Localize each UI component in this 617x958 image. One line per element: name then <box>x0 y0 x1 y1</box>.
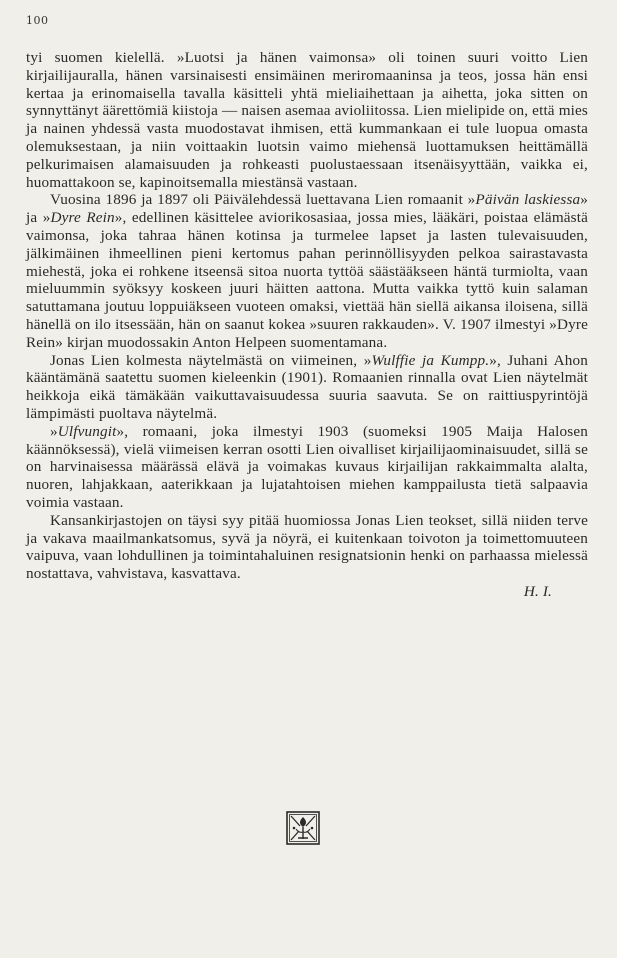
title-italic: Dyre Rein <box>50 209 115 227</box>
paragraph-4 <box>26 423 588 512</box>
article-body <box>26 49 588 601</box>
signature-line <box>26 583 588 601</box>
text-run: », edellinen käsittelee aviorikosasiaa, jossa mies, lääkäri, poistaa elämästä vaimonsa, joka tahraa hänen kotinsa ja turmelee lapset ja lasten tulevaisuuden, jälkimäinen ihmeellinen pieni kertomus pahan perinnöllisyyden pelkoa sairastavasta miehestä, joka ei rohkene itseensä sitoa nuorta tyttöä säästääkseen häntä turmiolta, vaan mieluummin syöksyy koskeen juuri häitten aattona. Mutta vaikka tyttö kuin salaman satuttamana joutuu loppuiäkseen vuoteen omaksi, viettää hän siellä aikansa iloisena, sillä hänellä on ilo itsessään, hän on saanut kokea »suuren rakkauden». V. 1907 ilmestyi »Dyre Rein» kirjan muodossakin Anton Helpeen suomentamana. <box>26 209 588 351</box>
printers-ornament-icon <box>286 811 320 845</box>
author-signature: H. I. <box>523 582 552 600</box>
paragraph-2 <box>26 191 588 351</box>
text-run: Vuosina 1896 ja 1897 oli Päivälehdessä luettavana Lien romaanit » <box>50 191 476 209</box>
paragraph-1 <box>26 49 588 191</box>
text-run: », romaani, joka ilmestyi 1903 (suomeksi 1905 Maija Halosen käännöksessä), vielä viimeisen kerran osotti Lien oivalliset kirjailijaominaisuudet, sillä se on harvinaisessa määrässä elävä ja voimakas kuvaus kirjailijan rakkaimmalta alalta, nuoren, lahjakkaan, aaterikkaan ja lujatahtoisen miehen kamppailusta tietä salpaavia voimia vastaan. <box>26 422 588 511</box>
page-number: 100 <box>26 14 49 27</box>
title-italic: Päivän laskiessa <box>475 191 581 209</box>
paragraph-3 <box>26 352 588 423</box>
text-run: » <box>50 422 58 440</box>
text-run: Jonas Lien kolmesta näytelmästä on viimeinen, » <box>50 351 372 369</box>
text-run: tyi suomen kielellä. »Luotsi ja hänen vaimonsa» oli toinen suuri voitto Lien kirjailijauralla, hänen varsinaisesti ensimäinen meriromaaninsa ja teos, jossa hän ensi kertaa ja erinomaisella tavalla käsitteli yhtä mieliaihettaan ja aihetta, joka sitten on synnyttänyt äärettömiä kiistoja — naisen asemaa avioliitossa. Lien mielipide on, että mies ja nainen yhdessä vasta muodostavat ihmisen, että kummankaan ei tule luopua omasta olemuksestaan, ja niin voittaakin luotsin vaimo miehensä luottamuksen heittämällä pelkurimaisen alamaisuuden ja rohkeasti puolustaessaan itsenäisyyttään, vaikka ei, huomattakoon se, kapinoitsemalla miestänsä vastaan. <box>26 49 588 191</box>
title-italic: Wulffie ja Kumpp. <box>371 351 490 369</box>
title-italic: Ulfvungit <box>57 422 117 440</box>
text-run: », Juhani Ahon kääntämänä saatettu suomen kieleenkin (1901). Romaanien rinnalla ovat Lien näytelmät heikkoja eikä tämäkään vaikuttavaisuudessa suuria saavuta. Se on raittiuspyrintöjä lämpimästi puoltava näytelmä. <box>26 351 588 422</box>
text-run: Kansankirjastojen on täysi syy pitää huomiossa Jonas Lien teokset, sillä niiden terve ja vakava maailmankatsomus, syvä ja nöyrä, ei kuitenkaan toivoton ja toimettomuuteen vaipuva, vaan lohdullinen ja toimintahaluinen resignatsionin henki on parhaassa mielessä nostattava, vahvistava, kasvattava. <box>26 511 588 583</box>
paragraph-5 <box>26 512 588 583</box>
text-run: » ja » <box>26 191 588 227</box>
